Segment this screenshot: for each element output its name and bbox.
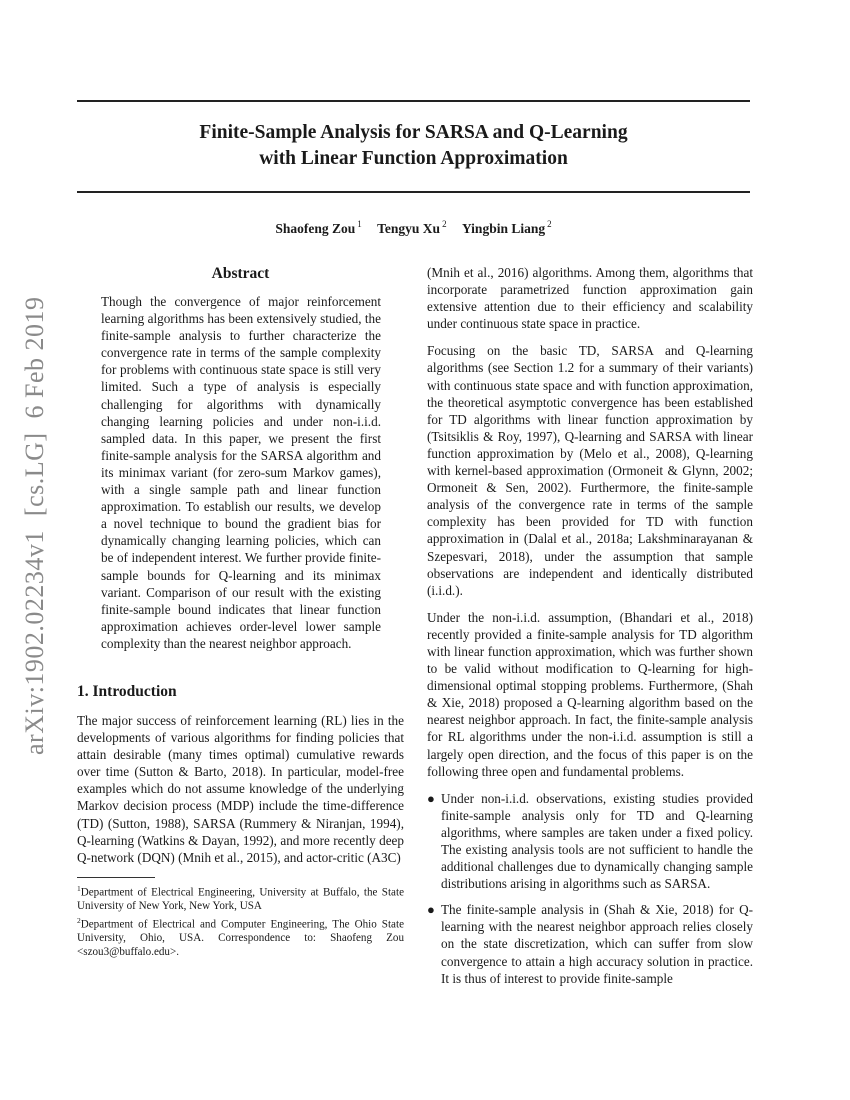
paper-title <box>77 120 750 172</box>
bullet-icon: ● <box>427 790 435 806</box>
introduction-heading: 1. Introduction <box>77 682 177 700</box>
intro-paragraph-1-cont: (Mnih et al., 2016) algorithms. Among them, algorithms that incorporate parametrized function approximation gain extensive attention due to their efficiency and scalability under continuous state space in practice. <box>427 265 753 332</box>
author-3: Yingbin Liang $^2$ <box>461 219 552 236</box>
list-item: ● Under non-i.i.d. observations, existing studies provided finite-sample analysis only for TD and Q-learning algorithms, where samples are taken under a fixed policy. The existing analysis tools are not sufficient to handle the additional challenges due to dynamically changing sample distributions arising in algorithms such as SARSA. <box>427 790 753 892</box>
footnote-2: $^2$Department of Electrical and Computer Engineering, The Ohio State University, Ohio, USA. Correspondence to: Shaofeng Zou <szou3@buffalo.edu>. <box>77 915 404 958</box>
footnote-rule <box>77 877 155 878</box>
footnotes <box>77 882 404 959</box>
open-problems-list <box>427 790 753 987</box>
arxiv-date: 6 Feb 2019 <box>20 296 49 419</box>
correspondence-email-link[interactable]: <szou3@buffalo.edu>. <box>77 945 180 958</box>
arxiv-category: [cs.LG] <box>20 432 49 517</box>
abstract-text: Though the convergence of major reinforcement learning algorithms has been extensively studied, the finite-sample analysis to further characterize the convergence rate in terms of the sample complexity for problems with continuous state space is still very limited. Such a type of analysis is especially challenging for algorithms with dynamically changing learning policies and under non-i.i.d. sampled data. In this paper, we present the first finite-sample analysis for the SARSA algorithm and its minimax variant (for zero-sum Markov games), with a single sample path and linear function approximation. To establish our results, we develop a novel technique to bound the gradient bias for dynamically changing learning policies, which can be of independent interest. We further provide finite-sample bounds for Q-learning and its minimax variant. Comparison of our result with the existing finite-sample bound indicates that linear function approximation achieves order-level lower sample complexity than the nearest neighbor approach. <box>101 294 381 651</box>
arxiv-id: arXiv:1902.02234v1 <box>20 530 49 755</box>
intro-paragraph-3: Under the non-i.i.d. assumption, (Bhandari et al., 2018) recently provided a finite-sample analysis for TD algorithm with linear function approximation, which was further shown to be valid without modification to Q-learning for high-dimensional optimal stopping problems. Furthermore, (Shah & Xie, 2018) proposed a Q-learning algorithm based on the nearest neighbor approach. In fact, the finite-sample analysis for RL algorithms under the non-i.i.d. assumption is still a largely open direction, and the focus of this paper is on the following three open and fundamental problems. <box>427 609 753 779</box>
abstract-heading: Abstract <box>211 265 270 282</box>
title-line-1: Finite-Sample Analysis for SARSA and Q-Learning <box>199 122 628 143</box>
intro-paragraph-1: The major success of reinforcement learning (RL) lies in the developments of various algorithms for finding policies that attain desirable (many times optimal) cumulative rewards over time (Sutton & Barto, 2018). In particular, model-free examples which do not assume knowledge of the underlying Markov decision process (MDP) include the time-difference (TD) (Sutton, 1988), SARSA (Rummery & Niranjan, 1994), Q-learning (Watkins & Dayan, 1992), and more recently deep Q-network (DQN) (Mnih et al., 2015), and actor-critic (A3C) <box>77 712 404 865</box>
list-item: ● The finite-sample analysis in (Shah & Xie, 2018) for Q-learning with the nearest neighbor approach relies closely on the state discretization, which can suffer from slow convergence to attain a high accuracy solution in practice. It is thus of interest to provide finite-sample <box>427 902 753 986</box>
left-column <box>77 262 404 959</box>
arxiv-stamp <box>20 282 50 755</box>
title-rule-bottom <box>77 191 750 193</box>
author-list <box>77 219 750 237</box>
title-line-2: with Linear Function Approximation <box>259 148 568 169</box>
author-1: Shaofeng Zou $^1$ <box>275 219 362 236</box>
right-column <box>427 264 753 996</box>
title-rule-top <box>77 100 750 102</box>
footnote-1: $^1$Department of Electrical Engineering, University at Buffalo, the State University of New York, New York, USA <box>77 883 404 913</box>
author-2: Tengyu Xu $^2$ <box>377 219 447 236</box>
bullet-icon: ● <box>427 902 435 918</box>
intro-paragraph-2: Focusing on the basic TD, SARSA and Q-learning algorithms (see Section 1.2 for a summary of their variants) with continuous state space and with function approximation, the theoretical asymptotic convergence has been established for TD algorithms with linear function approximation by (Tsitsiklis & Roy, 1997), Q-learning and SARSA with linear function approximation by (Melo et al., 2008), Q-learning with kernel-based approximation (Ormoneit & Glynn, 2002; Ormoneit & Sen, 2002). Furthermore, the finite-sample analysis of the convergence rate in terms of the sample complexity has been provided for TD with function approximation in (Dalal et al., 2018a; Lakshminarayanan & Szepesvari, 2018), under the assumption that sample observations are independent and identically distributed (i.i.d.). <box>427 343 753 598</box>
